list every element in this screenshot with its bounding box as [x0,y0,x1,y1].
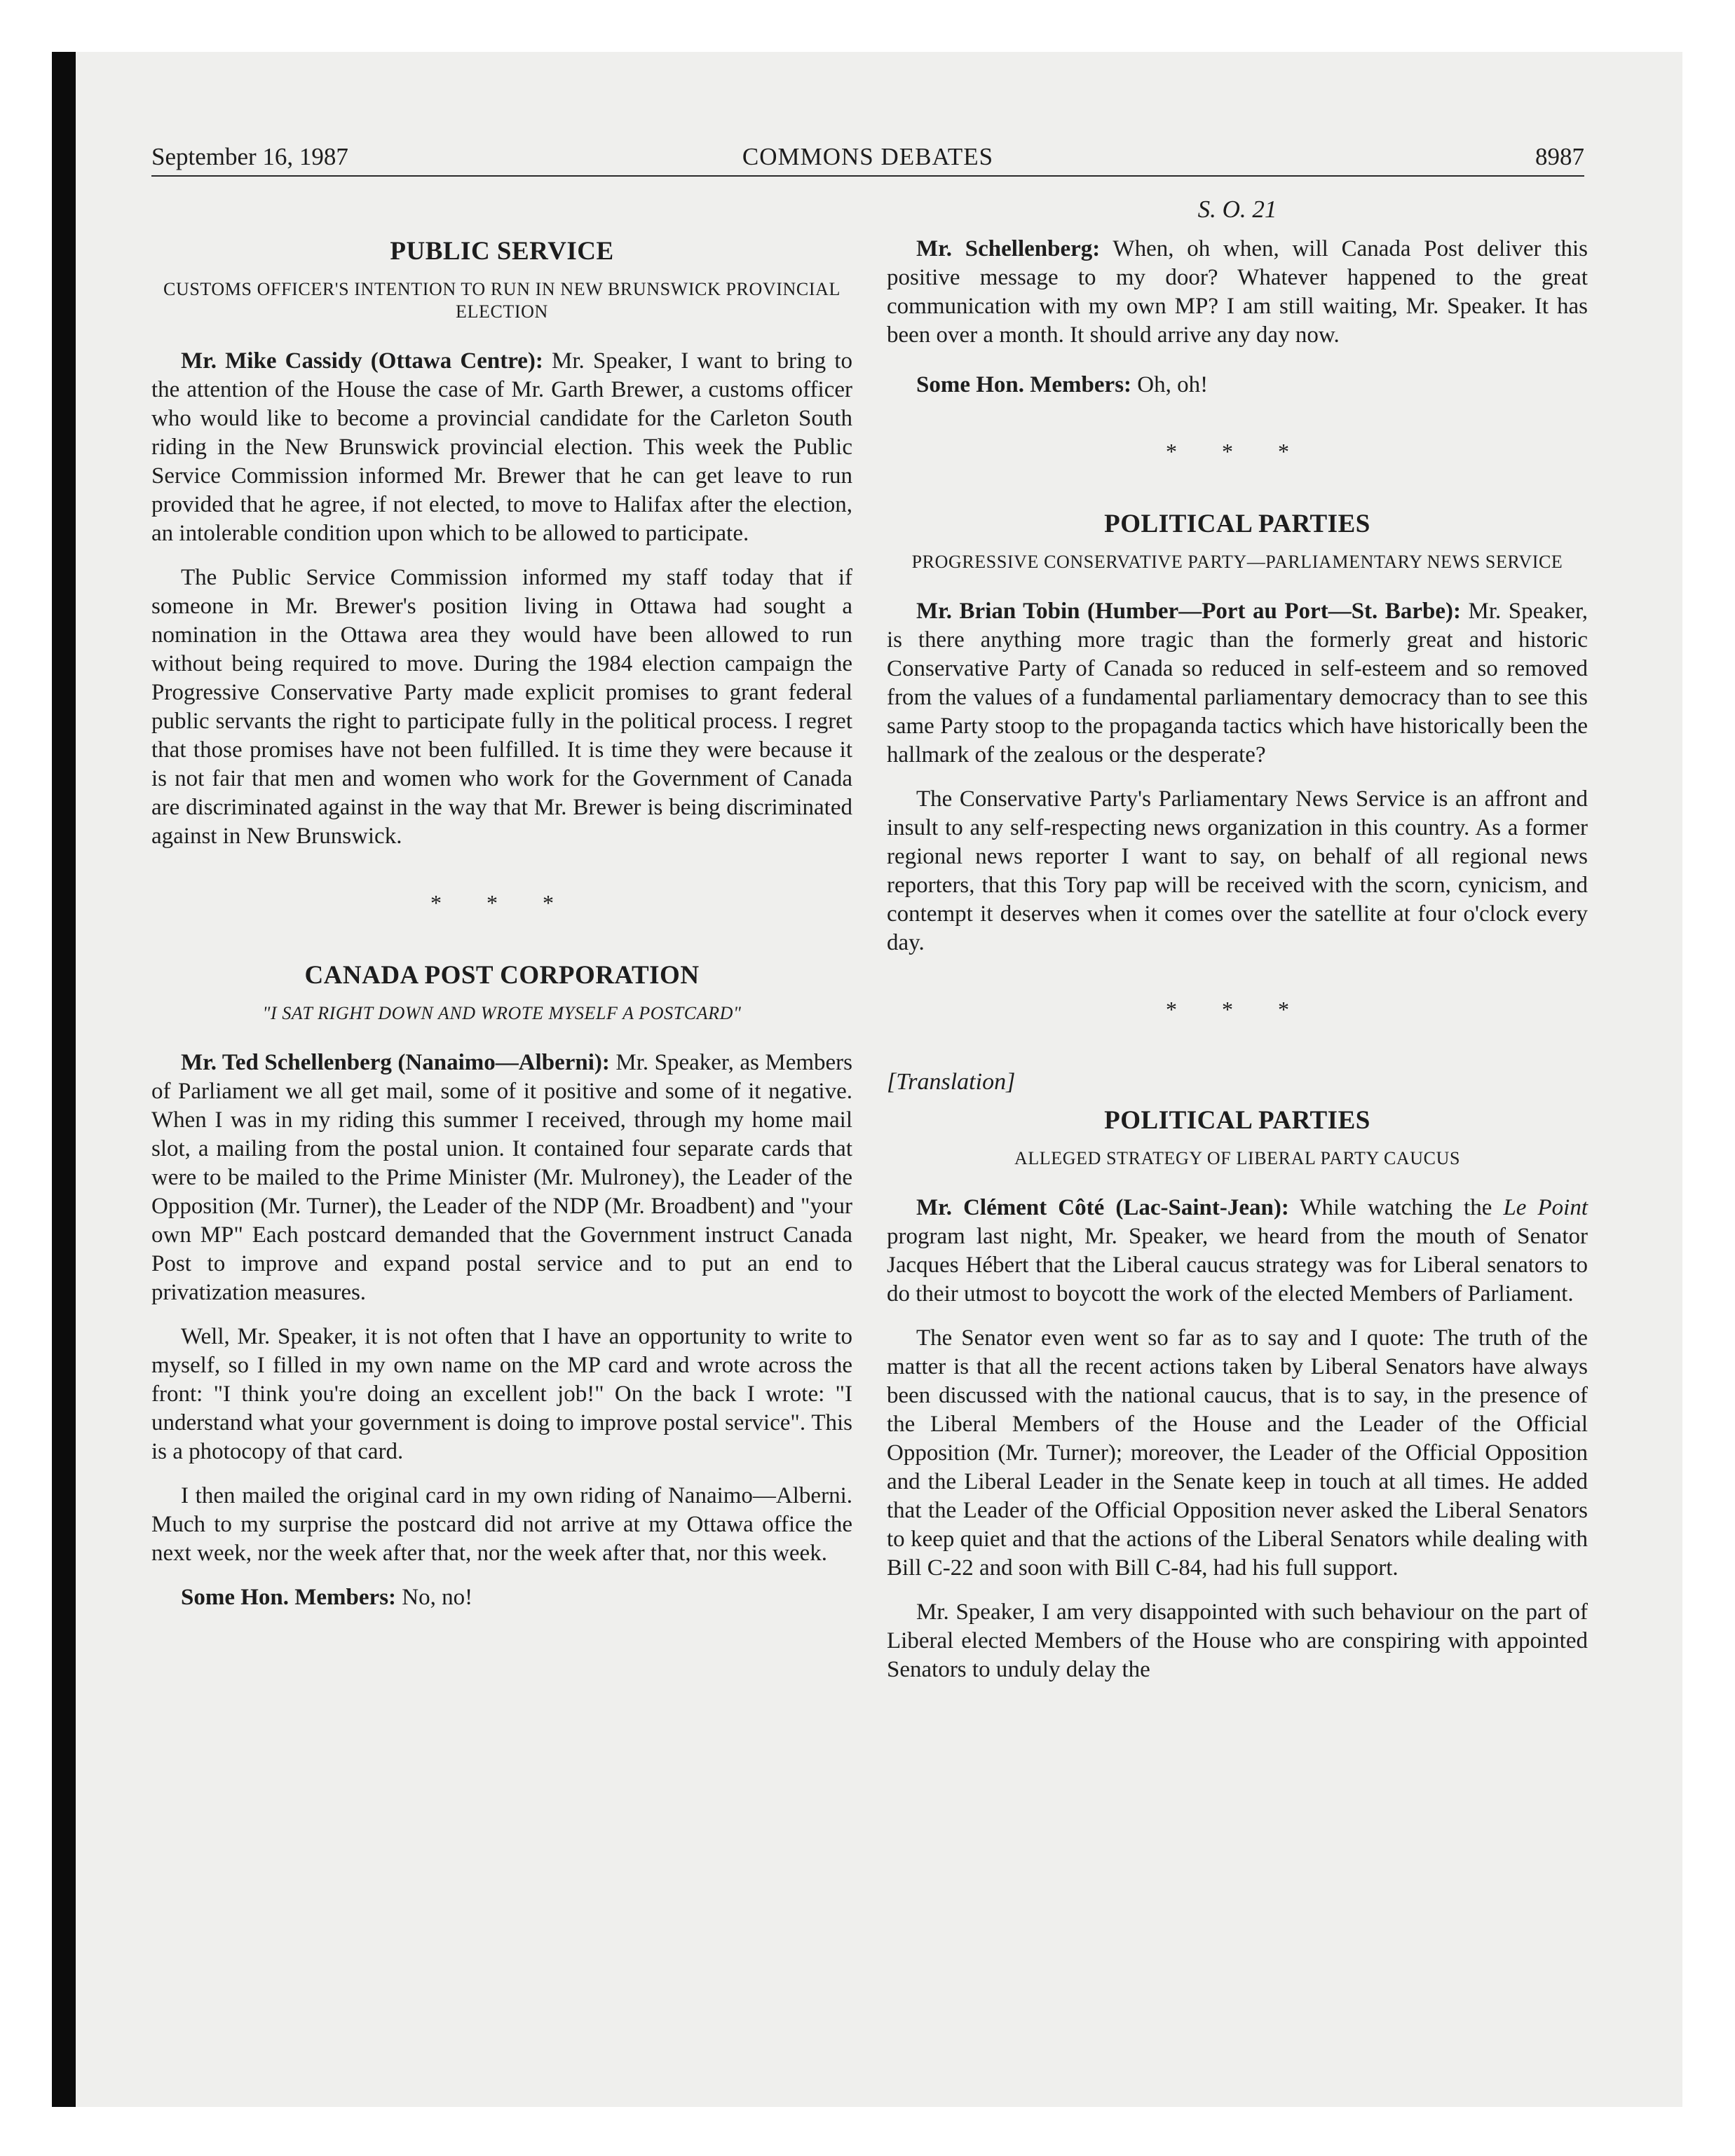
header-rule [151,175,1584,177]
translation-label: [Translation] [887,1069,1016,1095]
paragraph-text: Mr. Speaker, as Members of Parliament we all get mail, some of it positive and some of it negative. When I was in my riding this summer I received, through my home mail slot, a mailing from the postal union. It contained four separate cards that were to be mailed to the Prime Minister (Mr. Mulroney), the Leader of the Opposition (Mr. Turner), the Leader of the NDP (Mr. Broadbent) and "your own MP" Each postcard demanded that the Government instruct Canada Post to improve and expand postal service and to put an end to privatization measures. [151,1050,852,1305]
paragraph-text: While watching the [1288,1195,1504,1220]
section-title-political-parties-2: POLITICAL PARTIES [1104,1106,1370,1135]
paragraph-cote-1 [887,1194,1588,1309]
paragraph-schellenberg-2: Well, Mr. Speaker, it is not often that I have an opportunity to write to myself, so I filled in my own name on the MP card and wrote across the front: "I think you're doing an excellent job!" On the back I wrote: "I understand what your government is doing to improve postal service". This is a photocopy of that card. [151,1324,852,1464]
paragraph-text: No, no! [396,1585,473,1610]
section-title-political-parties-1: POLITICAL PARTIES [1104,510,1370,538]
standing-order-label: S. O. 21 [1197,196,1277,223]
section-separator-stars: * * * [430,890,573,915]
paragraph-members-oh [887,371,1588,400]
speaker-tobin: Mr. Brian Tobin (Humber—Port au Port—St. Barbe): [916,599,1461,624]
paragraph-tobin-1 [887,597,1588,770]
subhead-news-service: PROGRESSIVE CONSERVATIVE PARTY—PARLIAMENTARY NEWS SERVICE [911,552,1563,572]
subhead-customs-officer: CUSTOMS OFFICER'S INTENTION TO RUN IN NEW BRUNSWICK PROVINCIAL ELECTION [163,279,841,322]
section-title-public-service: PUBLIC SERVICE [390,237,614,266]
speaker-schellenberg: Mr. Schellenberg: [916,236,1101,261]
paragraph-cassidy [151,347,852,548]
speaker-hon-members: Some Hon. Members: [181,1585,397,1610]
right-column [887,189,1588,1700]
paragraph-cote-2: The Senator even went so far as to say and I quote: The truth of the matter is that all the recent actions taken by Liberal Senators have always been discussed with the national caucus, that is to say, in the presence of the Liberal Members of the House and the Leader of the Official Opposition (Mr. Turner); moreover, the Leader of the Official Opposition and the Liberal Leader in the Senate keep in touch at all times. He added that the Leader of the Official Opposition never asked the Liberal Senators to keep quiet and that the actions of the Liberal Senators while dealing with Bill C-22 and soon with Bill C-84, had his full support. [887,1325,1588,1581]
section-title-canada-post: CANADA POST CORPORATION [304,961,700,990]
subhead-liberal-caucus: ALLEGED STRATEGY OF LIBERAL PARTY CAUCUS [1014,1148,1461,1168]
left-column [151,237,852,1628]
paragraph-text: Oh, oh! [1131,372,1209,397]
paragraph-schellenberg-1 [151,1049,852,1307]
header-page-number: 8987 [1535,143,1584,170]
paragraph-text: program last night, Mr. Speaker, we heard from the mouth of Senator Jacques Hébert that the Liberal caucus strategy was for Liberal senators to do their utmost to boycott the work of the elected Members of Parliament. [887,1224,1588,1306]
paragraph-text: Mr. Speaker, I want to bring to the attention of the House the case of Mr. Garth Brewer, a customs officer who would like to become a provincial candidate for the Carleton South riding in the New Brunswick provincial election. This week the Public Service Commission informed Mr. Brewer that he can get leave to run provided that he agree, if not elected, to move to Halifax after the election, an intolerable condition upon which to be allowed to participate. [151,348,852,546]
speaker-schellenberg: Mr. Ted Schellenberg (Nanaimo—Alberni): [181,1050,610,1075]
paragraph-tobin-2: The Conservative Party's Parliamentary News Service is an affront and insult to any self-respecting news organization in this country. As a former regional news reporter I want to say, on behalf of all regional news reporters, that this Tory pap will be received with the scorn, cynicism, and contempt it deserves when it comes over the satellite at four o'clock every day. [887,786,1588,955]
paragraph-schellenberg-cont [887,235,1588,350]
header-date: September 16, 1987 [151,143,348,170]
speaker-hon-members: Some Hon. Members: [916,372,1132,397]
paragraph-schellenberg-3: I then mailed the original card in my own riding of Nanaimo—Alberni. Much to my surprise the postcard did not arrive at my Ottawa office the next week, nor the week after that, nor the week after that, nor this week. [151,1483,852,1566]
speaker-cote: Mr. Clément Côté (Lac-Saint-Jean): [916,1195,1289,1220]
paragraph-cote-3: Mr. Speaker, I am very disappointed with such behaviour on the part of Liberal elected Members of the House who are conspiring with appointed Senators to unduly delay the [887,1599,1588,1682]
paragraph-members-reaction [151,1583,852,1612]
running-head [151,143,1584,174]
paragraph-public-service-2: The Public Service Commission informed my staff today that if someone in Mr. Brewer's position living in Ottawa had sought a nomination in the Ottawa area they would have been allowed to run without being required to move. During the 1984 election campaign the Progressive Conservative Party made explicit promises to grant federal public servants the right to participate fully in the political process. I regret that those promises have not been fulfilled. It is time they were because it is not fair that men and women who work for the Government of Canada are discriminated against in the way that Mr. Brewer is being discriminated against in New Brunswick. [151,565,852,849]
section-separator-stars: * * * [1166,439,1309,464]
paragraph-text: Mr. Speaker, is there anything more tragic than the formerly great and historic Conservative Party of Canada so reduced in self-esteem and so removed from the values of a fundamental parliamentary democracy than to see this same Party stoop to the propaganda tactics which have historically been the hallmark of the zealous or the desperate? [887,599,1588,767]
subhead-postcard: "I SAT RIGHT DOWN AND WROTE MYSELF A POSTCARD" [262,1003,742,1023]
program-title: Le Point [1503,1195,1588,1220]
speaker-cassidy: Mr. Mike Cassidy (Ottawa Centre): [181,348,543,374]
header-title: COMMONS DEBATES [742,143,994,170]
paragraph-text: When, oh when, will Canada Post deliver this positive message to my door? Whatever happened to the great communication with my own MP? I am still waiting, Mr. Speaker. It has been over a month. It should arrive any day now. [887,236,1588,348]
section-separator-stars: * * * [1166,997,1309,1022]
